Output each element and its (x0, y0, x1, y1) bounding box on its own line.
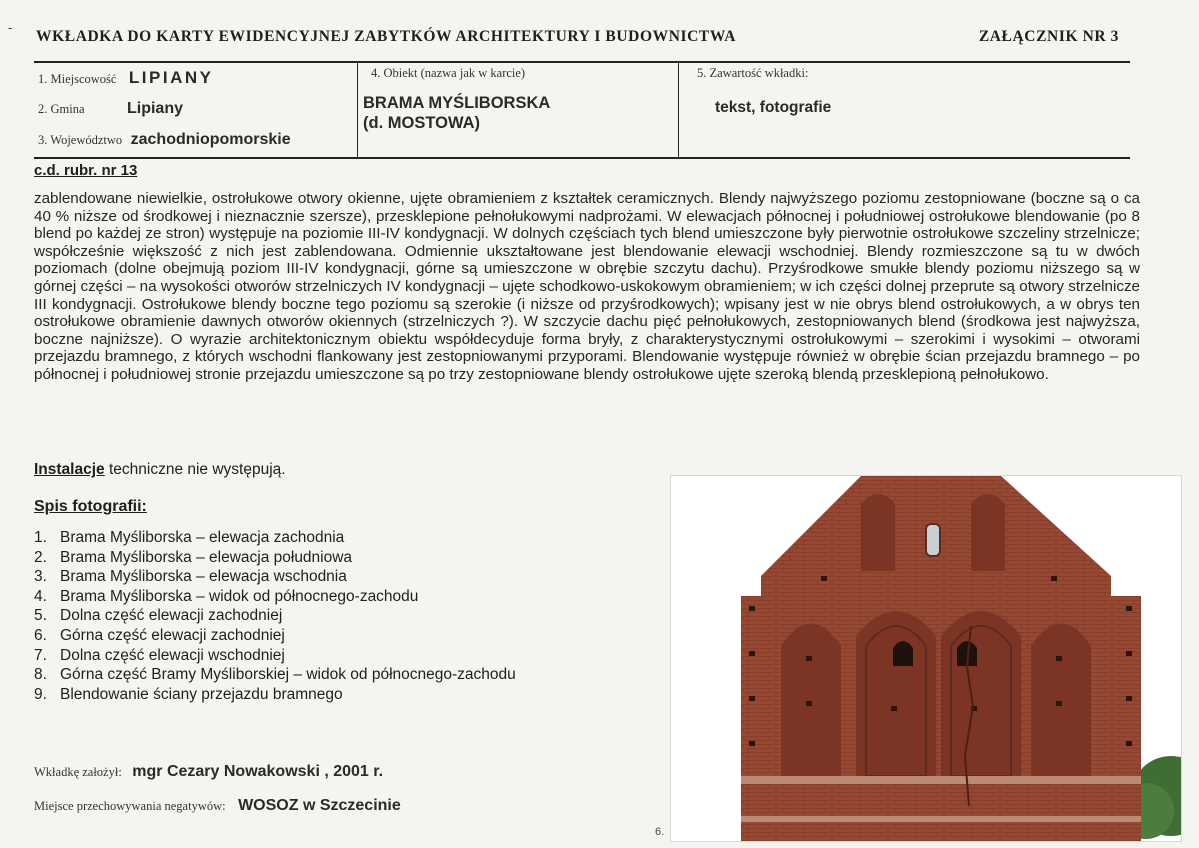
gate-photo (670, 475, 1182, 842)
photo-handwritten-mark: 6. (655, 826, 665, 838)
field-label: 2. Gmina (38, 102, 85, 116)
field-value: Lipiany (126, 100, 183, 117)
storage-label: Miejsce przechowywania negatywów: (34, 799, 226, 813)
photo-list-item (34, 665, 516, 685)
photo-list-text: Blendowanie ściany przejazdu bramnego (60, 685, 343, 703)
photo-list-item (34, 528, 516, 548)
author-label: Wkładkę założył: (34, 765, 122, 779)
field-miejscowosc (38, 68, 213, 88)
photo-list-text: Górna część elewacji zachodniej (60, 626, 285, 644)
obiekt-line-1: BRAMA MYŚLIBORSKA (363, 94, 551, 112)
corner-mark: - (8, 20, 13, 35)
section-heading: c.d. rubr. nr 13 (34, 162, 138, 179)
field-label-zawartosc: 5. Zawartość wkładki: (697, 66, 809, 80)
photo-list-item (34, 548, 516, 568)
photo-list-item (34, 626, 516, 646)
photo-list-number: 9. (34, 685, 47, 703)
field-wojewodztwo (38, 131, 291, 149)
form-bottom-rule (34, 157, 1130, 159)
storage-row (34, 797, 401, 815)
photo-list-item (34, 646, 516, 666)
photo-list-item (34, 587, 516, 607)
photo-list-number: 1. (34, 529, 47, 546)
photo-list-number: 3. (34, 568, 47, 586)
photo-list-item (34, 685, 516, 705)
form-divider-1 (357, 61, 358, 158)
field-label: 3. Województwo (38, 133, 123, 147)
author-value: mgr Cezary Nowakowski , 2001 r. (132, 763, 384, 780)
field-label: 1. Miejscowość (38, 72, 117, 86)
author-row (34, 763, 383, 781)
photo-list-item (34, 606, 516, 626)
photo-list-text: Brama Myśliborska – elewacja zachodnia (60, 529, 345, 546)
photo-list-text: Brama Myśliborska – elewacja wschodnia (60, 568, 347, 586)
photo-list-text: Dolna część elewacji zachodniej (60, 607, 283, 625)
photo-list-number: 8. (34, 666, 47, 684)
field-value-obiekt (363, 93, 550, 133)
photo-list-heading: Spis fotografii: (34, 498, 147, 515)
photo-list (34, 528, 516, 704)
installations-rest: techniczne nie występują. (104, 461, 286, 478)
description-text: zablendowane niewielkie, ostrołukowe otwory okienne, ujęte obramieniem z kształtek ceramicznych. Blendy najwyższego poziomu zestopniowane (boczne są o ca 40 % niższe od środkowej i nieznacznie szersze), przesklepione pełnołukowymi nadprożami. W elewacjach północnej i południowej ostrołukowe blendowanie (po 8 blend po każdej ze stron) występuje na poziomie III-IV kondygnacji. W dolnych częściach tych blend umieszczone były pierwotnie ostrołukowe szczeliny strzelnicze; współcześnie większość z nich jest zablendowana. Odmiennie ukształtowane jest blendowanie elewacji wschodniej. Blendy rozmieszczone są tu w dwóch poziomach (dolne obejmują poziom III-IV kondygnacji, górne są umieszczone w obrębie szczytu dachu). Przyśrodkowe smukłe blendy poziomu niższego są w górnej części – na wysokości otworów strzelniczych IV kondygnacji – ujęte schodkowo-uskokowym obramieniem; w ich części dolnej przeprute są otwory strzelnicze III kondygnacji. Ostrołukowe blendy boczne tego poziomu są szerokie (i niższe od przyśrodkowych); wpisany jest w nie obrys blend ostrołukowych, a w obrys ten ostrołukowe obramienie dawnych otworów okiennych (strzelniczych ?). W szczycie dachu pięć pełnołukowych, zestopniowanych blend (środkowa jest najwyższa, boczne najniższe). O wyrazie architektonicznym obiektu współdecyduje forma bryły, z charakterystycznymi ostrołukowymi – szerokimi i wysokimi – otworami przejazdu bramnego, z których wschodni flankowany jest zestopniowanymi przyporami. Blendowanie występuje również w obrębie ścian przejazdu bramnego – po północnej i południowej stronie przejazdu umieszczone są po trzy zestopniowane blendy ostrołukowe ujęte szeroką blendą przesklepioną pełnołukowo. (34, 190, 1140, 383)
photo-list-text: Brama Myśliborska – widok od północnego-zachodu (60, 587, 419, 605)
field-value: LIPIANY (128, 68, 214, 87)
photo-list-number: 7. (34, 646, 47, 664)
document-title: WKŁADKA DO KARTY EWIDENCYJNEJ ZABYTKÓW ARCHITEKTURY I BUDOWNICTWA (36, 28, 737, 45)
photo-list-number: 4. (34, 587, 47, 605)
field-label-obiekt: 4. Obiekt (nazwa jak w karcie) (371, 66, 526, 80)
form-top-rule (34, 61, 1130, 63)
photo-list-item (34, 567, 516, 587)
form-divider-2 (678, 61, 679, 158)
photo-list-number: 2. (34, 548, 47, 566)
storage-value: WOSOZ w Szczecinie (238, 797, 401, 814)
field-value-zawartosc: tekst, fotografie (715, 99, 832, 116)
photo-list-text: Górna część Bramy Myśliborskiej – widok od północnego-zachodu (60, 666, 516, 684)
gate-photo-illustration (671, 476, 1181, 841)
installations-note (34, 461, 286, 479)
photo-list-text: Brama Myśliborska – elewacja południowa (60, 548, 353, 566)
field-gmina (38, 100, 183, 118)
photo-list-number: 6. (34, 626, 47, 644)
photo-list-text: Dolna część elewacji wschodniej (60, 646, 285, 664)
installations-word: Instalacje (34, 461, 105, 478)
field-value: zachodniopomorskie (130, 131, 291, 148)
obiekt-line-2: (d. MOSTOWA) (363, 114, 481, 132)
photo-list-number: 5. (34, 607, 47, 625)
attachment-number: ZAŁĄCZNIK NR 3 (978, 28, 1119, 45)
